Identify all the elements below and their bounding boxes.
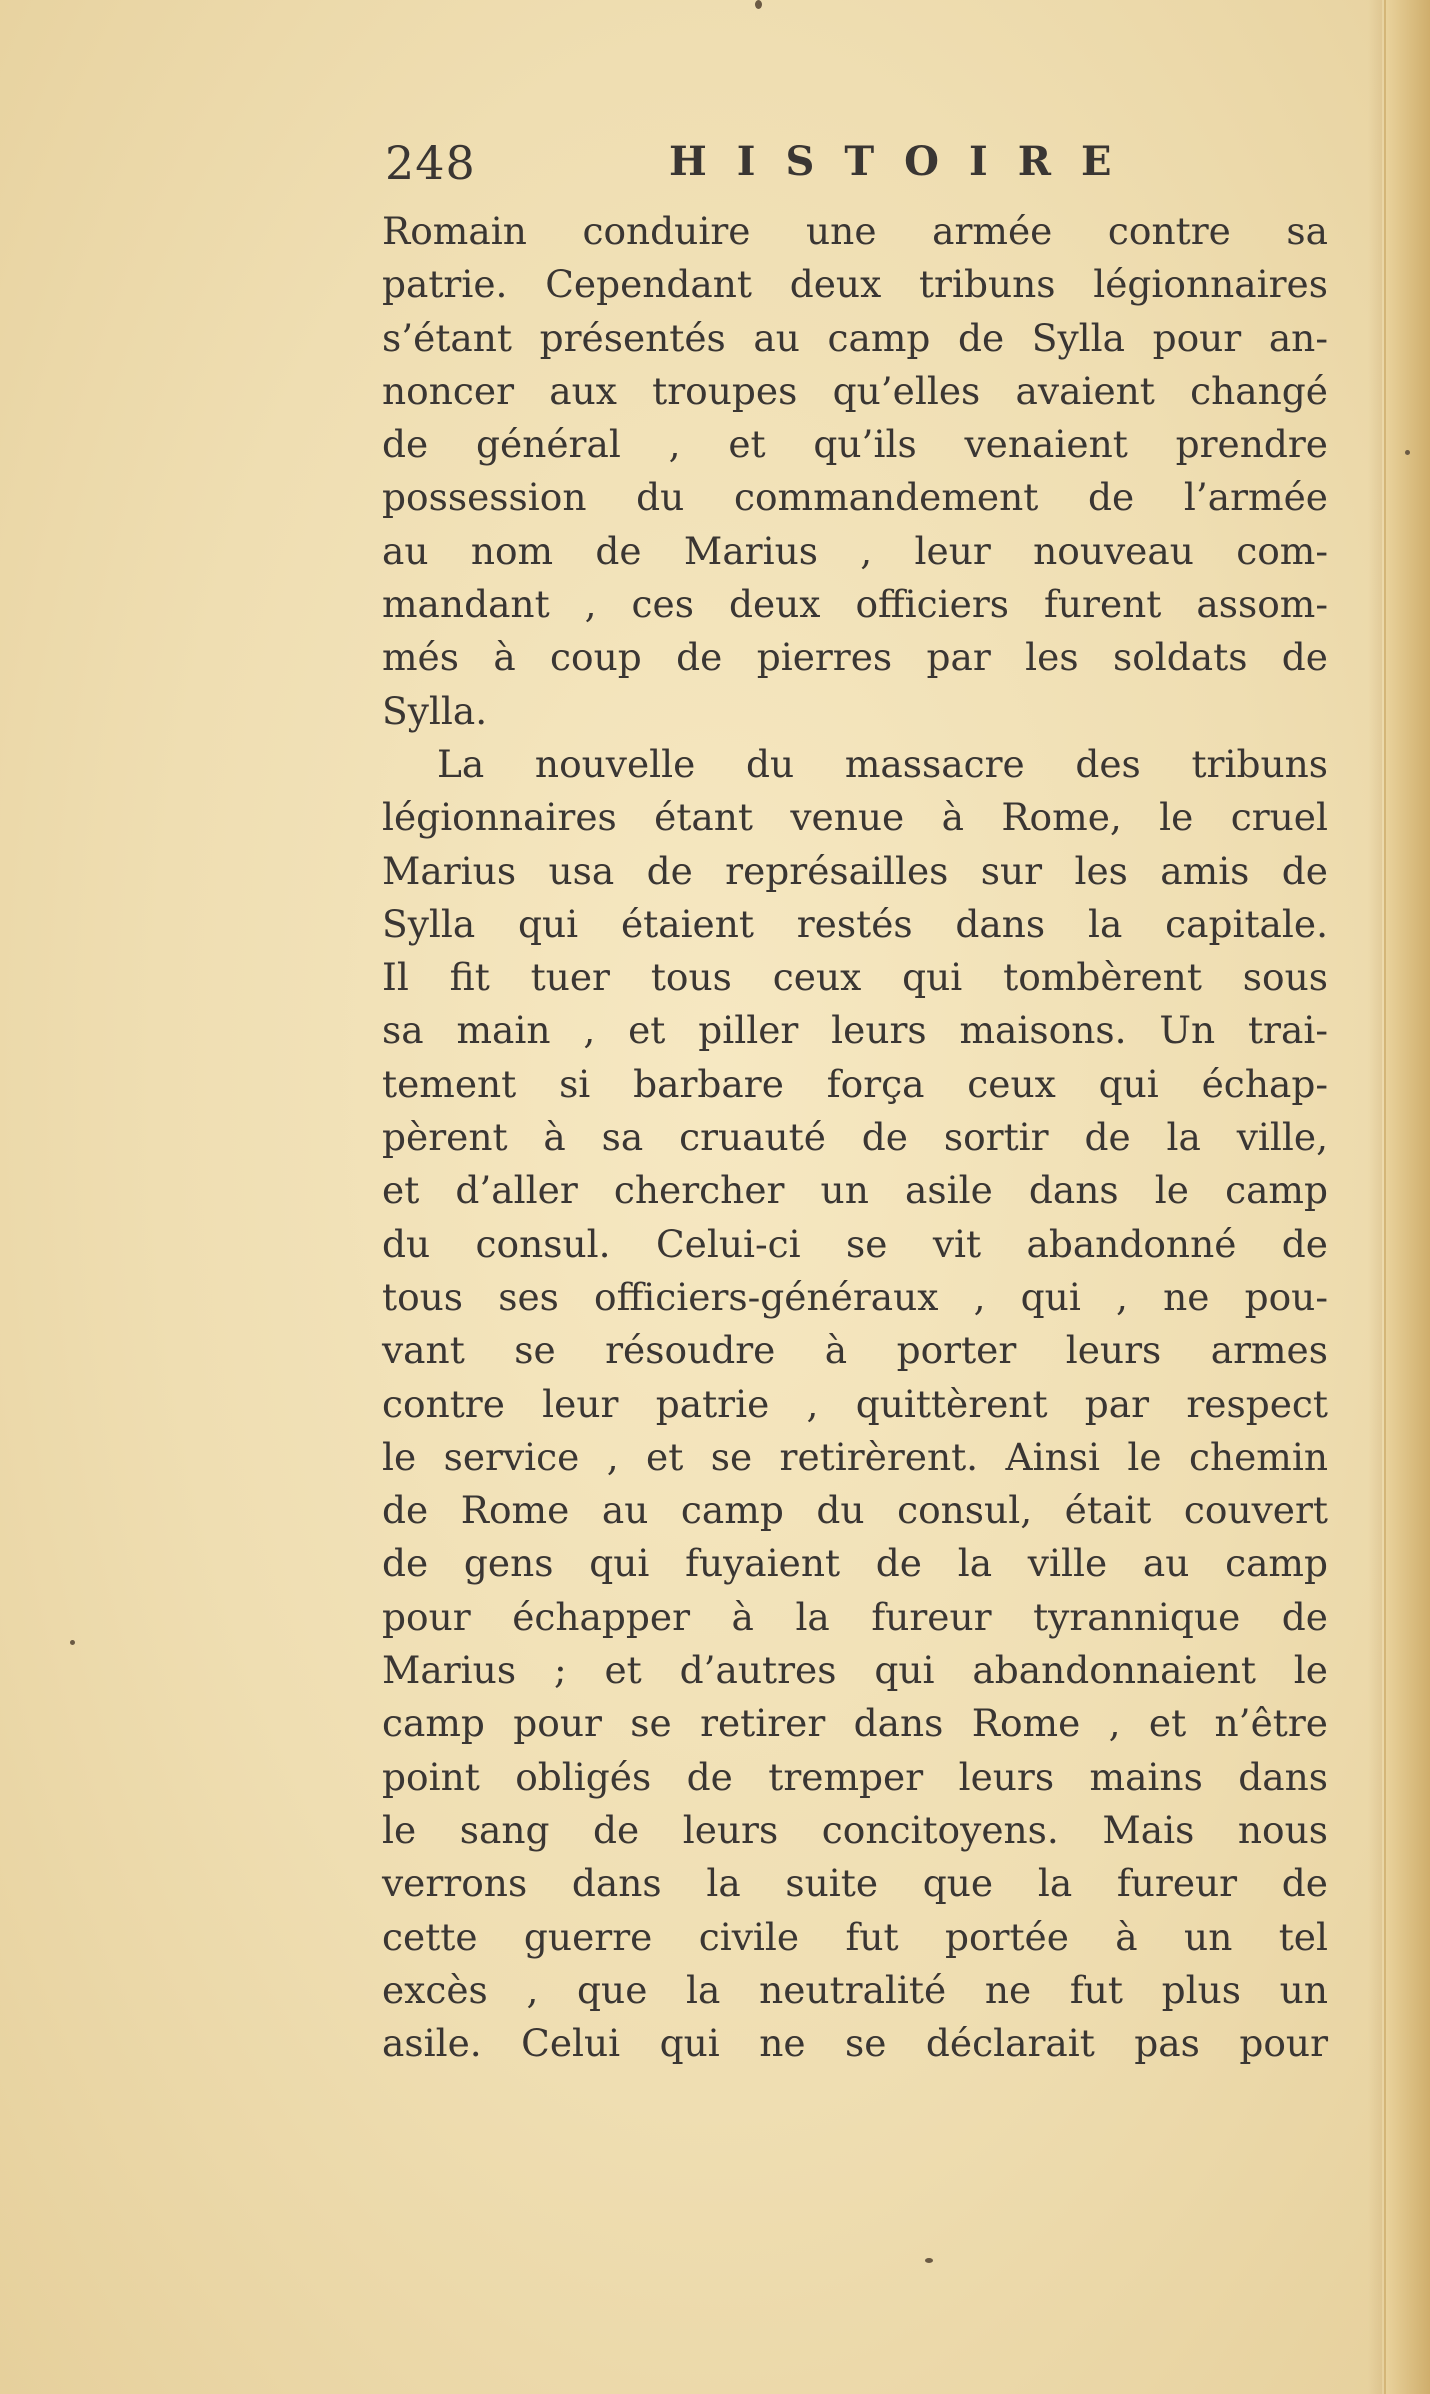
page-number: 248 <box>385 136 476 190</box>
text-line: verrons dans la suite que la fureur de <box>382 1861 1328 1906</box>
page-edge <box>1384 0 1430 2394</box>
text-line: de gens qui fuyaient de la ville au camp <box>382 1541 1328 1586</box>
text-line: Sylla. <box>382 688 488 733</box>
text-line: camp pour se retirer dans Rome , et n’être <box>382 1701 1328 1746</box>
text-line: légionnaires étant venue à Rome, le cruel <box>382 795 1328 840</box>
text-line: pour échapper à la fureur tyrannique de <box>382 1594 1328 1639</box>
text-line: mandant , ces deux officiers furent assom- <box>382 582 1328 627</box>
running-head: HISTOIRE <box>669 138 1142 185</box>
text-line: Romain conduire une armée contre sa <box>382 209 1328 253</box>
text-line: au nom de Marius , leur nouveau com- <box>382 528 1328 573</box>
page-header <box>385 136 1142 200</box>
text-line: Marius usa de représailles sur les amis de <box>382 848 1328 893</box>
text-line: possession du commandement de l’armée <box>382 475 1328 520</box>
text-line: le service , et se retirèrent. Ainsi le chemin <box>382 1434 1328 1479</box>
text-line: du consul. Celui-ci se vit abandonné de <box>382 1221 1328 1266</box>
text-line: cette guerre civile fut portée à un tel <box>382 1914 1328 1959</box>
text-line: de général , et qu’ils venaient prendre <box>382 422 1328 467</box>
text-line: més à coup de pierres par les soldats de <box>382 635 1328 680</box>
body-text <box>382 205 1328 2070</box>
text-line: Il fit tuer tous ceux qui tombèrent sous <box>382 955 1328 1000</box>
text-line: vant se résoudre à porter leurs armes <box>382 1328 1328 1373</box>
text-line: tement si barbare força ceux qui échap- <box>382 1061 1328 1106</box>
text-line: pèrent à sa cruauté de sortir de la ville, <box>382 1115 1328 1160</box>
text-line: contre leur patrie , quittèrent par respect <box>382 1381 1328 1426</box>
text-line: noncer aux troupes qu’elles avaient changé <box>382 368 1328 413</box>
text-line: sa main , et piller leurs maisons. Un trai- <box>382 1008 1328 1053</box>
page-gutter-shadow <box>1368 0 1382 2394</box>
text-line: asile. Celui qui ne se déclarait pas pour <box>382 2021 1328 2066</box>
text-line: s’étant présentés au camp de Sylla pour an- <box>382 315 1328 360</box>
text-line: patrie. Cependant deux tribuns légionnaires <box>382 262 1328 307</box>
text-line: Sylla qui étaient restés dans la capitale. <box>382 901 1328 946</box>
text-line: de Rome au camp du consul, était couvert <box>382 1488 1328 1533</box>
text-line: excès , que la neutralité ne fut plus un <box>382 1967 1328 2012</box>
text-line: point obligés de tremper leurs mains dans <box>382 1754 1328 1799</box>
text-line: le sang de leurs concitoyens. Mais nous <box>382 1807 1328 1852</box>
text-line: Marius ; et d’autres qui abandonnaient le <box>382 1648 1328 1693</box>
text-line: et d’aller chercher un asile dans le camp <box>382 1168 1328 1213</box>
text-line: La nouvelle du massacre des tribuns <box>437 741 1328 786</box>
text-line: tous ses officiers-généraux , qui , ne pou- <box>382 1274 1328 1319</box>
